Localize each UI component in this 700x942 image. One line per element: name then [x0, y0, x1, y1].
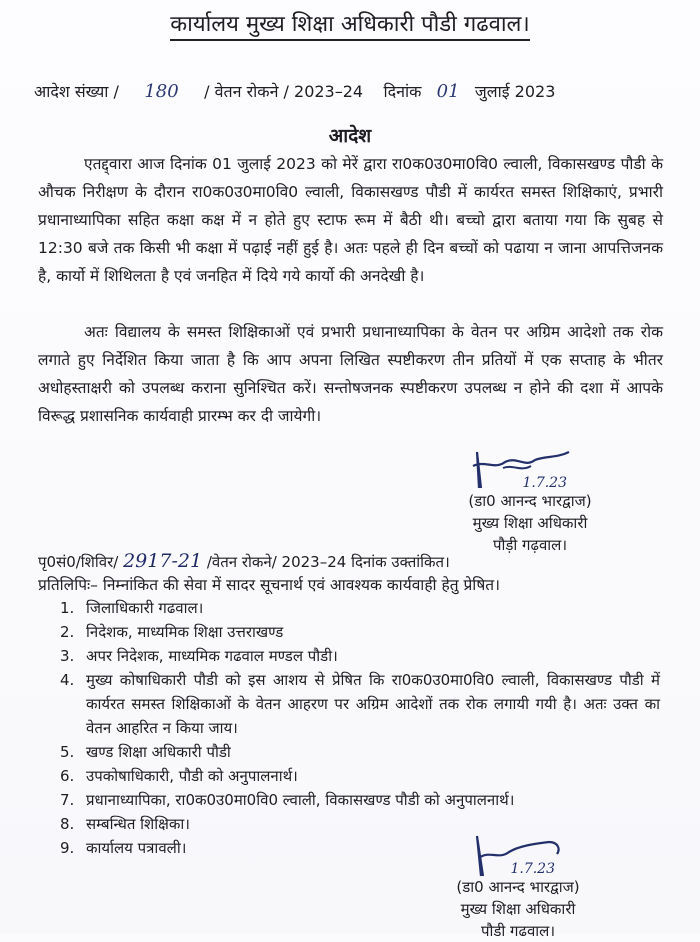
list-text: निदेशक, माध्यमिक शिक्षा उत्तराखण्ड: [86, 623, 284, 641]
signature-scribble-icon: [423, 834, 613, 876]
list-item: [60, 764, 660, 788]
signature-2-date: 1.7.23: [510, 861, 555, 877]
list-text: कार्यालय पत्रावली।: [86, 839, 187, 857]
paragraph-1-text: एतद्द्वारा आज दिनांक 01 जुलाई 2023 को मेरें द्वारा रा0क0उ0मा0वि0 ल्वाली, विकासखण्ड पौडी के औचक निरीक्षण के दौरान रा0क0उ0मा0वि0 ल्वाली, विकासखण्ड पौडी में कार्यरत समस्त शिक्षिकाएं, प्रभारी प्रधानाध्यापिका सहित कक्षा कक्ष में न होते हुए स्टाफ रूम में बैठी थी। बच्चो द्वारा बताया गया कि सुबह से 12:30 बजे तक किसी भी कक्षा में पढ़ाई नहीं हुई है। अतः पहले ही दिन बच्चों को पढाया न जाना आपत्तिजनक है, कार्यो में शिथिलता है एवं जनहित में दिये गये कार्यो की अनदेखी है।: [38, 155, 663, 285]
list-item: [60, 812, 660, 836]
order-number-handwritten: 180: [144, 81, 179, 102]
list-item: [60, 788, 660, 812]
list-text: मुख्य कोषाधिकारी पौडी को इस आशय से प्रेषित कि रा0क0उ0मा0वि0 ल्वाली, विकासखण्ड पौडी में कार्यरत समस्त शिक्षिकाओं के वेतन आहरण पर अग्रिम आदेशों तक रोक लगायी गयी है। अतः उक्त का वेतन आहरित न किया जाय।: [86, 671, 660, 737]
list-number: 3.: [60, 647, 75, 665]
paragraph-1: [38, 150, 663, 290]
signatory-designation: मुख्य शिक्षा अधिकारी: [460, 900, 576, 918]
signature-block-2: [423, 834, 613, 942]
order-label: आदेश संख्या /: [34, 82, 119, 101]
list-item: [60, 668, 660, 740]
list-item: [60, 620, 660, 644]
order-number-line: [34, 80, 555, 102]
list-number: 6.: [60, 767, 75, 785]
list-text: खण्ड शिक्षा अधिकारी पौडी: [86, 743, 231, 761]
signature-1-date: 1.7.23: [522, 475, 567, 491]
order-date-day-handwritten: 01: [436, 81, 460, 102]
reference-number-handwritten: 2917-21: [123, 550, 203, 572]
list-item: [60, 644, 660, 668]
list-text: अपर निदेशक, माध्यमिक गढवाल मण्डल पौडी।: [86, 647, 338, 665]
list-text: सम्बन्धित शिक्षिका।: [86, 815, 190, 833]
list-number: 5.: [60, 743, 75, 761]
office-title-text: कार्यालय मुख्य शिक्षा अधिकारी पौडी गढवाल।: [170, 12, 530, 41]
signatory-name: (डा0 आनन्द भारद्वाज): [456, 878, 580, 896]
reference-suffix: /वेतन रोकने/ 2023–24 दिनांक उक्तांकित।: [206, 553, 450, 571]
order-date-label: दिनांक: [383, 82, 422, 101]
paragraph-2-text: अतः विद्यालय के समस्त शिक्षिकाओं एवं प्रभारी प्रधानाध्यापिका के वेतन पर अग्रिम आदेशो तक रोक लगाते हुए निर्देशित किया जाता है कि आप अपना लिखित स्पष्टीकरण तीन प्रतियों में एक सप्ताह के भीतर अधोहस्ताक्षरी को उपलब्ध कराना सुनिश्चित करें। सन्तोषजनक स्पष्टीकरण उपलब्ध न होने की दशा में आपके विरूद्ध प्रशासनिक कार्यवाही प्रारम्भ कर दी जायेगी।: [38, 323, 663, 425]
list-item: [60, 740, 660, 764]
signature-block-1: [435, 448, 625, 556]
order-heading: आदेश: [328, 125, 372, 147]
list-text: जिलाधिकारी गढवाल।: [86, 599, 204, 617]
signatory-designation: मुख्य शिक्षा अधिकारी: [472, 514, 588, 532]
signatory-name: (डा0 आनन्द भारद्वाज): [468, 492, 592, 510]
order-subject: / वेतन रोकने / 2023–24: [204, 82, 364, 101]
office-title: [0, 10, 700, 40]
reference-prefix: पृ0सं0/शिविर/: [38, 553, 119, 571]
signatory-place: पौड़ी गढ़वाल।: [492, 536, 568, 554]
list-item: [60, 596, 660, 620]
signature-scribble-icon: [435, 448, 625, 490]
paragraph-2: [38, 318, 663, 430]
list-number: 9.: [60, 839, 75, 857]
list-number: 1.: [60, 599, 75, 617]
order-date-rest: जुलाई 2023: [474, 82, 556, 101]
reference-line: [38, 550, 450, 572]
list-number: 2.: [60, 623, 75, 641]
copy-to-line: प्रतिलिपिः– निम्नांकित की सेवा में सादर सूचनार्थ एवं आवश्यक कार्यवाही हेतु प्रेषित।: [38, 576, 500, 594]
signatory-place: पौडी गढवाल।: [480, 922, 556, 940]
list-number: 4.: [60, 671, 75, 689]
list-text: प्रधानाध्यापिका, रा0क0उ0मा0वि0 ल्वाली, विकासखण्ड पौडी को अनुपालनार्थ।: [86, 791, 515, 809]
list-number: 8.: [60, 815, 75, 833]
list-number: 7.: [60, 791, 75, 809]
copy-distribution-list: [60, 596, 660, 860]
list-text: उपकोषाधिकारी, पौडी को अनुपालनार्थ।: [86, 767, 298, 785]
